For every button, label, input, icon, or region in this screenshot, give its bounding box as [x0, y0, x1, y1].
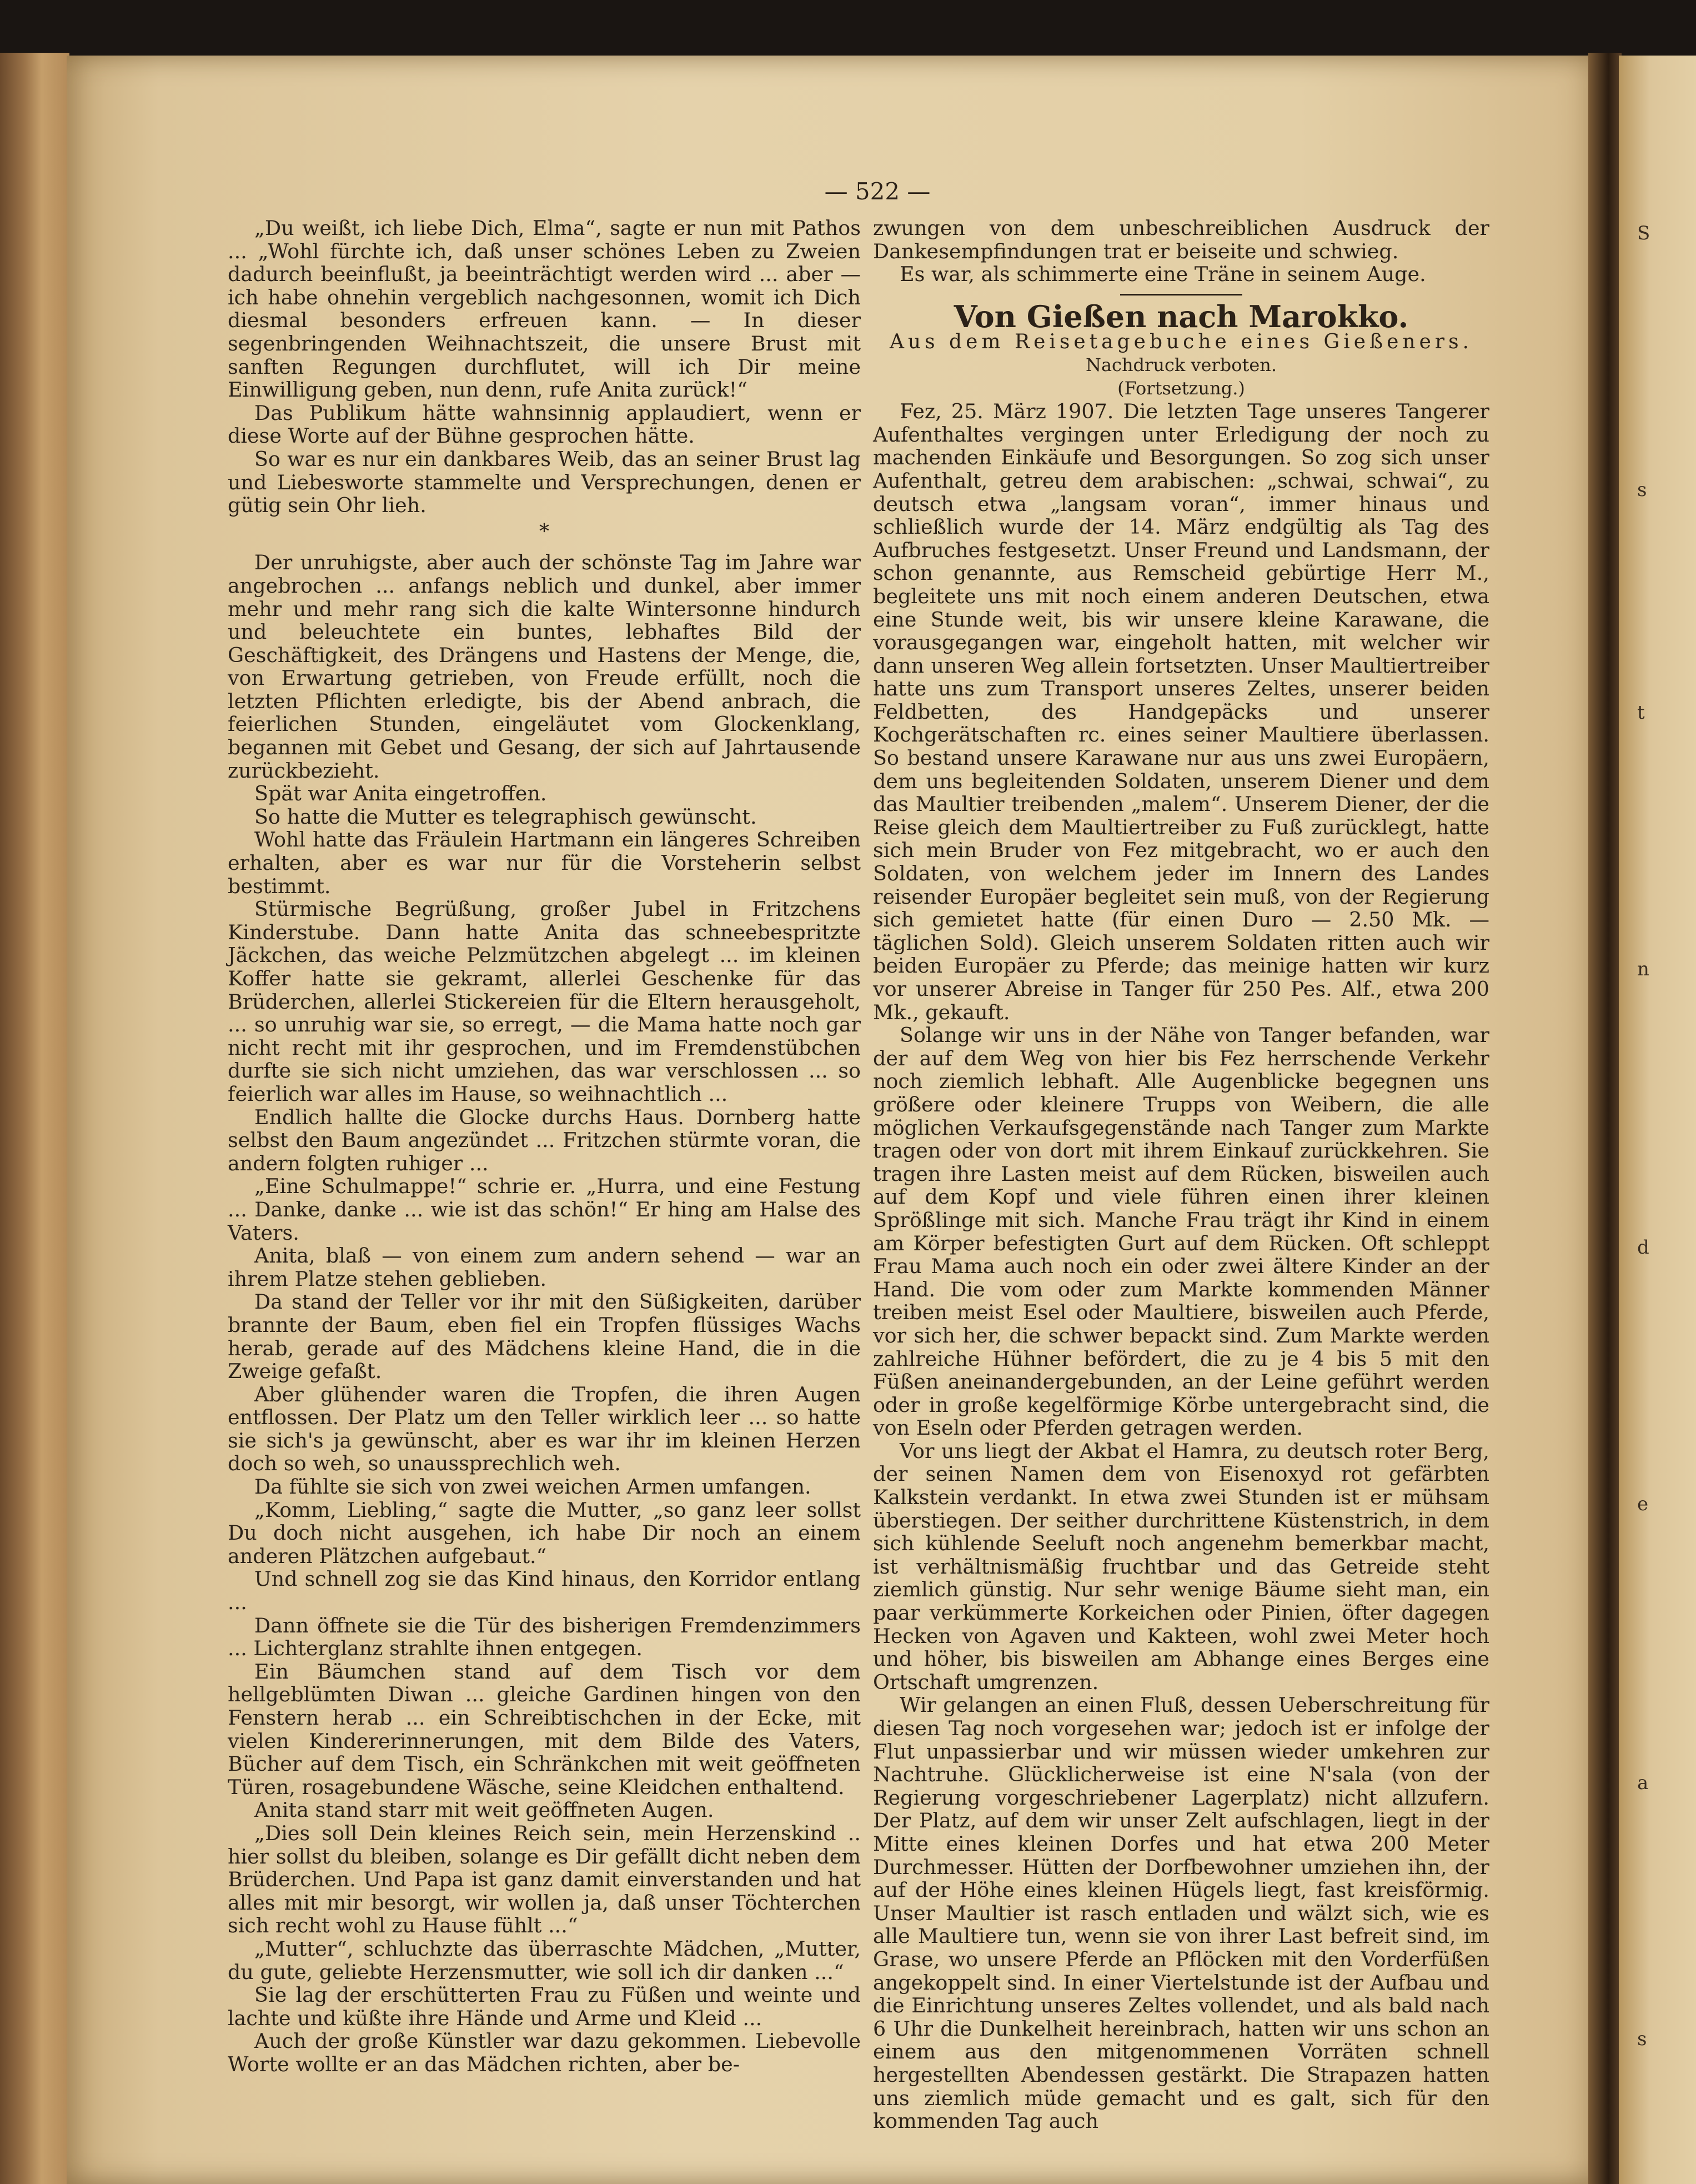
paragraph: „Eine Schulmappe!“ schrie er. „Hurra, und eine Festung ... Danke, danke ... wie ist das schön!“ Er hing am Halse des Vaters.	[228, 1174, 861, 1245]
paragraph: Dann öffnete sie die Tür des bisherigen Fremdenzimmers ... Lichterglanz strahlte ihnen entgegen.	[228, 1613, 861, 1661]
paragraph: zwungen von dem unbeschreiblichen Ausdruck der Dankesempfindungen trat er beiseite und schwieg.	[873, 216, 1489, 263]
article-title: Von Gießen nach Marokko.	[954, 298, 1409, 334]
margin-fragment: s	[1637, 2028, 1647, 2051]
paragraph: Da stand der Teller vor ihr mit den Süßigkeiten, darüber brannte der Baum, eben fiel ein Tropfen flüssiges Wachs herab, gerade auf des Mädchens kleine Hand, die in die Zweige gefaßt.	[228, 1290, 861, 1384]
right-column	[873, 217, 1489, 2133]
paragraph: Aber glühender waren die Tropfen, die ihren Augen entflossen. Der Platz um den Teller wirklich leer ... so hatte sie sich's ja gewünscht, aber es war ihr im kleinen Herzen doch so weh, so unaussprechlich weh.	[228, 1382, 861, 1476]
paragraph: Fez, 25. März 1907. Die letzten Tage unseres Tangerer Aufenthaltes vergingen unter Erledigung der noch zu machenden Einkäufe und Besorgungen. So zog sich unser Aufenthalt, getreu dem arabischen: „schwai, schwai“, zu deutsch etwa „langsam voran“, immer hinaus und schließlich wurde der 14. März endgültig als Tag des Aufbruches festgesetzt. Unser Freund und Landsmann, der schon genannte, aus Remscheid gebürtige Herr M., begleitete uns mit noch einem anderen Deutschen, etwa eine Stunde weit, bis wir unsere kleine Karawane, die vorausgegangen war, eingeholt hatten, mit welcher wir dann unseren Weg allein fortsetzten. Unser Maultiertreiber hatte uns zum Transport unseres Zeltes, unserer beiden Feldbetten, des Handgepäcks und unserer Kochgerätschaften rc. eines seiner Maultiere überlassen. So bestand unsere Karawane nur aus uns zwei Europäern, dem uns begleitenden Soldaten, unserem Diener und dem das Maultier treibenden „malem“. Unserem Diener, der die Reise gleich dem Maultiertreiber zu Fuß zurücklegt, hatte sich mein Bruder von Fez mitgebracht, wo er auch den Soldaten, von welchem jeder im Innern des Landes reisender Europäer begleitet sein muß, von der Regierung sich gemietet hatte (für einen Duro — 2.50 Mk. — täglichen Sold). Gleich unserem Soldaten ritten auch wir beiden Europäer zu Pferde; das meinige hatten wir kurz vor unserer Abreise in Tanger für 250 Pes. Alf., etwa 200 Mk., gekauft.	[873, 399, 1489, 1024]
paragraph: Vor uns liegt der Akbat el Hamra, zu deutsch roter Berg, der seinen Namen dem von Eisenoxyd rot gefärbten Kalkstein verdankt. In etwa zwei Stunden ist er mühsam überstiegen. Der seither durchrittene Küstenstrich, in dem sich kühlende Seeluft noch angenehm bemerkbar macht, ist verhältnismäßig fruchtbar und das Getreide steht ziemlich günstig. Nur sehr wenige Bäume sieht man, ein paar verkümmerte Korkeichen oder Pinien, öfter dagegen Hecken von Agaven und Kakteen, wohl zwei Meter hoch und höher, bis bisweilen am Abhange eines Berges eine Ortschaft umgrenzen.	[873, 1439, 1489, 1694]
margin-fragment: s	[1637, 478, 1647, 501]
margin-fragment: S	[1637, 222, 1650, 244]
paragraph: „Mutter“, schluchzte das überraschte Mädchen, „Mutter, du gute, geliebte Herzensmutter, wie soll ich dir danken ...“	[228, 1936, 861, 1984]
paragraph: Stürmische Begrüßung, großer Jubel in Fritzchens Kinderstube. Dann hatte Anita das schneebespritzte Jäckchen, das weiche Pelzmützchen abgelegt ... im kleinen Koffer hatte sie gekramt, allerlei Geschenke für das Brüderchen, allerlei Stickereien für die Eltern herausgeholt, ... so unruhig war sie, so erregt, — die Mama hatte noch gar nicht recht mit ihr gesprochen, und im Fremdenstübchen durfte sie sich nicht umziehen, das war verschlossen ... so feierlich war alles im Hause, so weihnachtlich ...	[228, 897, 861, 1106]
paragraph: Sie lag der erschütterten Frau zu Füßen und weinte und lachte und küßte ihre Hände und Arme und Kleid ...	[228, 1983, 861, 2030]
paragraph: Das Publikum hätte wahnsinnig applaudiert, wenn er diese Worte auf der Bühne gesprochen hätte.	[228, 400, 861, 448]
paragraph: Wohl hatte das Fräulein Hartmann ein längeres Schreiben erhalten, aber es war nur für die Vorsteherin selbst bestimmt.	[228, 828, 861, 898]
paragraph: „Dies soll Dein kleines Reich sein, mein Herzenskind .. hier sollst du bleiben, solange es Dir gefällt dicht neben dem Brüderchen. Und Papa ist ganz damit einverstanden und hat alles mit mir besorgt, wir wollen ja, daß unser Töchterchen sich recht wohl zu Hause fühlt ...“	[228, 1821, 861, 1938]
paragraph: So hatte die Mutter es telegraphisch gewünscht.	[254, 804, 757, 829]
margin-fragment: a	[1637, 1771, 1649, 1794]
paragraph: Und schnell zog sie das Kind hinaus, den Korridor entlang ...	[228, 1567, 861, 1615]
margin-fragment: d	[1637, 1236, 1649, 1259]
paragraph: Der unruhigste, aber auch der schönste Tag im Jahre war angebrochen ... anfangs neblich und dunkel, aber immer mehr und mehr rang sich die kalte Wintersonne hindurch und beleuchtete ein buntes, lebhaftes Bild der Geschäftigkeit, des Drängens und Hastens der Menge, die, von Erwartung getrieben, von Freude erfüllt, noch die letzten Pflichten erledigte, bis der Abend anbrach, die feierlichen Stunden, eingeläutet vom Glockenklang, begannen mit Gebet und Gesang, der sich auf Jahrtausende zurückbezieht.	[228, 550, 861, 783]
book-edge	[0, 53, 69, 2184]
article-subtitle: Aus dem Reisetagebuche eines Gießeners.	[889, 330, 1473, 354]
continued-note: (Fortsetzung.)	[1117, 377, 1245, 399]
page-number: — 522 —	[824, 178, 931, 205]
section-separator: *	[539, 520, 549, 543]
paragraph: Spät war Anita eingetroffen.	[254, 782, 547, 806]
paragraph: So war es nur ein dankbares Weib, das an seiner Brust lag und Liebesworte stammelte und Versprechungen, denen er gütig sein Ohr lieh.	[228, 447, 861, 518]
book-gutter	[1588, 53, 1622, 2184]
left-column	[228, 217, 861, 2076]
paragraph: Wir gelangen an einen Fluß, dessen Ueberschreitung für diesen Tag noch vorgesehen war; jedoch ist er infolge der Flut unpassierbar und wir müssen wieder umkehren zur Nachtruhe. Glücklicherweise ist eine N'sala (von der Regierung vorgeschriebener Lagerplatz) nicht allzufern. Der Platz, auf dem wir unser Zelt aufschlagen, liegt in der Mitte eines kleinen Dorfes und hat etwa 200 Meter Durchmesser. Hütten der Dorfbewohner umziehen ihn, der auf der Höhe eines kleinen Hügels liegt, fast kreisförmig. Unser Maultier ist rasch entladen und wälzt sich, wie es alle Maultiere tun, wenn sie von ihrer Last befreit sind, im Grase, wo unsere Pferde an Pflöcken mit den Vorderfüßen angekoppelt sind. In einer Viertelstunde ist der Aufbau und die Einrichtung unseres Zeltes vollendet, und als bald nach 6 Uhr die Dunkelheit hereinbrach, hatten wir uns schon an einem aus den mitgenommenen Vorräten schnell hergestellten Abendessen gestärkt. Die Strapazen hatten uns ziemlich müde gemacht und es galt, sich für den kommenden Tag auch	[873, 1693, 1489, 2133]
margin-fragment: e	[1637, 1492, 1649, 1515]
article-divider	[1120, 294, 1242, 295]
paragraph: Solange wir uns in der Nähe von Tanger befanden, war der auf dem Weg von hier bis Fez herrschende Verkehr noch ziemlich lebhaft. Alle Augenblicke begegnen uns größere oder kleinere Trupps von Weibern, die alle möglichen Verkaufsgegenstände nach Tanger zum Markte tragen oder von dort mit ihrem Einkauf zurückkehren. Sie tragen ihre Lasten meist auf dem Rücken, bisweilen auch auf dem Kopf und viele führen einen ihrer kleinen Sprößlinge mit sich. Manche Frau trägt ihr Kind in einem am Körper befestigten Gurt auf dem Rücken. Oft schleppt Frau Mama auch noch ein oder zwei ältere Kinder an der Hand. Die vom oder zum Markte kommenden Männer treiben meist Esel oder Maultiere, bisweilen auch Pferde, vor sich her, die schwer bepackt sind. Zum Markte werden zahlreiche Hühner befördert, die zu je 4 bis 5 mit den Füßen aneinandergebunden, an der Leine geführt werden oder in große kegelförmige Körbe untergebracht sind, die von Eseln oder Pferden getragen werden.	[873, 1023, 1489, 1440]
paragraph: Anita, blaß — von einem zum andern sehend — war an ihrem Platze stehen geblieben.	[228, 1244, 861, 1291]
paragraph: „Du weißt, ich liebe Dich, Elma“, sagte er nun mit Pathos ... „Wohl fürchte ich, daß unser schönes Leben zu Zweien dadurch beeinflußt, ja beeinträchtigt werden wird ... aber — ich habe ohnehin vergeblich nachgesonnen, womit ich Dich diesmal besonders erfreuen kann. — In dieser segenbringenden Weihnachtszeit, die unsere Brust mit sanften Regungen durchflutet, will ich Dir meine Einwilligung geben, nun denn, rufe Anita zurück!“	[228, 216, 861, 402]
paragraph: „Komm, Liebling,“ sagte die Mutter, „so ganz leer sollst Du doch nicht ausgehen, ich habe Dir noch an einem anderen Plätzchen aufgebaut.“	[228, 1497, 861, 1568]
paragraph: Endlich hallte die Glocke durchs Haus. Dornberg hatte selbst den Baum angezündet ... Fritzchen stürmte voran, die andern folgten ruhiger ...	[228, 1105, 861, 1175]
paragraph: Ein Bäumchen stand auf dem Tisch vor dem hellgeblümten Diwan ... gleiche Gardinen hingen von den Fenstern herab ... ein Schreibtischchen in der Ecke, mit vielen Kindererinnerungen, mit dem Bilde des Vaters, Bücher auf dem Tisch, ein Schränkchen mit weit geöffneten Türen, rosagebundene Wäsche, seine Kleidchen enthaltend.	[228, 1659, 861, 1799]
paragraph: Da fühlte sie sich von zwei weichen Armen umfangen.	[254, 1475, 811, 1499]
paragraph: Es war, als schimmerte eine Träne in seinem Auge.	[900, 262, 1426, 287]
facing-page-fragments	[1637, 222, 1659, 2051]
paragraph: Auch der große Künstler war dazu gekommen. Liebevolle Worte wollte er an das Mädchen richten, aber be-	[228, 2029, 861, 2076]
paragraph: Anita stand starr mit weit geöffneten Augen.	[254, 1798, 714, 1822]
margin-fragment: n	[1637, 958, 1649, 980]
reprint-note: Nachdruck verboten.	[1085, 354, 1277, 375]
margin-fragment: t	[1637, 702, 1645, 724]
